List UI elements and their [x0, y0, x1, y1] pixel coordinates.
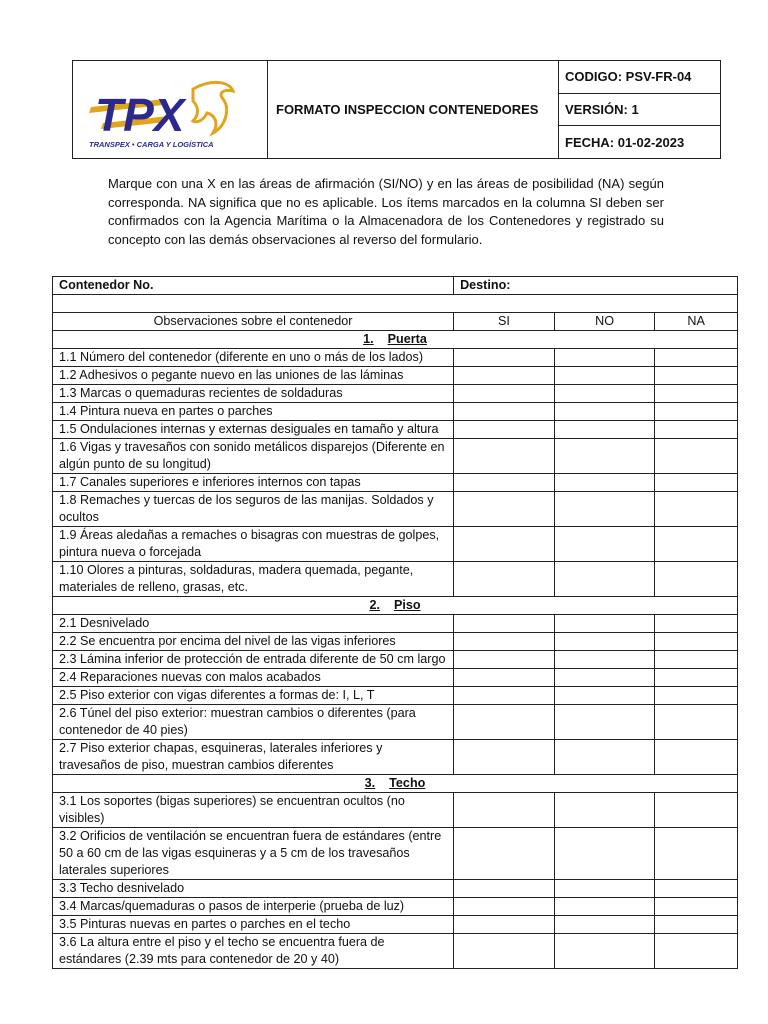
- table-row: [53, 384, 738, 402]
- obs-header: Observaciones sobre el contenedor: [53, 312, 454, 330]
- table-row: [53, 491, 738, 526]
- checkbox-na[interactable]: [655, 739, 738, 774]
- checkbox-si[interactable]: [454, 384, 555, 402]
- contenedor-field[interactable]: Contenedor No.: [53, 277, 454, 295]
- table-row: [53, 402, 738, 420]
- checkbox-si[interactable]: [454, 933, 555, 968]
- checkbox-si[interactable]: [454, 438, 555, 473]
- checkbox-na[interactable]: [655, 526, 738, 561]
- checkbox-na[interactable]: [655, 561, 738, 596]
- col-no-header: NO: [554, 312, 655, 330]
- item-description: 2.3 Lámina inferior de protección de entrada diferente de 50 cm largo: [53, 650, 454, 668]
- table-row: [53, 473, 738, 491]
- document-meta: [559, 61, 720, 158]
- checkbox-na[interactable]: [655, 384, 738, 402]
- checkbox-si[interactable]: [454, 686, 555, 704]
- codigo-field: CODIGO: PSV-FR-04: [559, 61, 720, 94]
- checkbox-si[interactable]: [454, 473, 555, 491]
- table-row: [53, 420, 738, 438]
- checkbox-no[interactable]: [554, 402, 655, 420]
- document-header: [72, 60, 721, 159]
- item-description: 3.2 Orificios de ventilación se encuentran fuera de estándares (entre 50 a 60 cm de las vigas esquineras y a 5 cm de los travesaños laterales superiores: [53, 827, 454, 879]
- checkbox-no[interactable]: [554, 668, 655, 686]
- version-field: VERSIÓN: 1: [559, 94, 720, 127]
- item-description: 3.3 Techo desnivelado: [53, 879, 454, 897]
- checkbox-si[interactable]: [454, 897, 555, 915]
- table-row: [53, 933, 738, 968]
- item-description: 1.10 Olores a pinturas, soldaduras, madera quemada, pegante, materiales de relleno, grasas, etc.: [53, 561, 454, 596]
- checkbox-no[interactable]: [554, 704, 655, 739]
- checkbox-si[interactable]: [454, 402, 555, 420]
- item-description: 2.1 Desnivelado: [53, 614, 454, 632]
- table-row: [53, 792, 738, 827]
- checkbox-si[interactable]: [454, 650, 555, 668]
- checkbox-na[interactable]: [655, 491, 738, 526]
- checkbox-si[interactable]: [454, 614, 555, 632]
- item-description: 1.5 Ondulaciones internas y externas desiguales en tamaño y altura: [53, 420, 454, 438]
- destino-field[interactable]: Destino:: [454, 277, 738, 295]
- checkbox-si[interactable]: [454, 420, 555, 438]
- section-title: [53, 596, 738, 614]
- checkbox-si[interactable]: [454, 827, 555, 879]
- checkbox-na[interactable]: [655, 668, 738, 686]
- item-description: 3.1 Los soportes (bigas superiores) se encuentran ocultos (no visibles): [53, 792, 454, 827]
- table-row: [53, 526, 738, 561]
- checkbox-no[interactable]: [554, 915, 655, 933]
- checkbox-no[interactable]: [554, 632, 655, 650]
- checkbox-no[interactable]: [554, 366, 655, 384]
- item-description: 1.8 Remaches y tuercas de los seguros de las manijas. Soldados y ocultos: [53, 491, 454, 526]
- company-logo: [73, 61, 268, 158]
- table-row: [53, 915, 738, 933]
- checkbox-no[interactable]: [554, 686, 655, 704]
- checkbox-no[interactable]: [554, 879, 655, 897]
- container-info-row: [53, 277, 738, 295]
- checkbox-na[interactable]: [655, 933, 738, 968]
- checkbox-na[interactable]: [655, 366, 738, 384]
- checkbox-no[interactable]: [554, 897, 655, 915]
- checkbox-si[interactable]: [454, 739, 555, 774]
- checkbox-na[interactable]: [655, 879, 738, 897]
- instructions-paragraph: Marque con una X en las áreas de afirmación (SI/NO) y en las áreas de posibilidad (NA) según corresponda. NA significa que no es aplicable. Los ítems marcados en la columna SI deben ser confirmados con la Agencia Marítima o la Almacenadora de los Contenedores y registrado su concepto con las demás observaciones al reverso del formulario.: [108, 176, 664, 247]
- checkbox-si[interactable]: [454, 632, 555, 650]
- table-row: [53, 879, 738, 897]
- section-title: [53, 774, 738, 792]
- section-number: 3.: [364, 775, 376, 790]
- item-description: 1.4 Pintura nueva en partes o parches: [53, 402, 454, 420]
- item-description: 3.5 Pinturas nuevas en partes o parches en el techo: [53, 915, 454, 933]
- checkbox-si[interactable]: [454, 792, 555, 827]
- checkbox-na[interactable]: [655, 473, 738, 491]
- checkbox-na[interactable]: [655, 614, 738, 632]
- checkbox-si[interactable]: [454, 915, 555, 933]
- checkbox-na[interactable]: [655, 650, 738, 668]
- svg-text:TPX: TPX: [95, 89, 185, 141]
- section-title: [53, 330, 738, 348]
- tpx-logo-icon: [73, 61, 267, 160]
- section-number: 2.: [369, 597, 380, 612]
- checkbox-na[interactable]: [655, 704, 738, 739]
- checkbox-na[interactable]: [655, 632, 738, 650]
- checkbox-no[interactable]: [554, 491, 655, 526]
- item-description: 1.2 Adhesivos o pegante nuevo en las uniones de las láminas: [53, 366, 454, 384]
- checkbox-si[interactable]: [454, 879, 555, 897]
- table-row: [53, 668, 738, 686]
- item-description: 2.2 Se encuentra por encima del nivel de las vigas inferiores: [53, 632, 454, 650]
- section-name: Techo: [389, 775, 426, 790]
- table-row: [53, 827, 738, 879]
- item-description: 2.6 Túnel del piso exterior: muestran cambios o diferentes (para contenedor de 40 pies): [53, 704, 454, 739]
- table-row: [53, 438, 738, 473]
- checkbox-si[interactable]: [454, 704, 555, 739]
- column-header-row: [53, 312, 738, 330]
- item-description: 1.3 Marcas o quemaduras recientes de soldaduras: [53, 384, 454, 402]
- item-description: 2.4 Reparaciones nuevas con malos acabados: [53, 668, 454, 686]
- checkbox-na[interactable]: [655, 792, 738, 827]
- checkbox-na[interactable]: [655, 897, 738, 915]
- checkbox-no[interactable]: [554, 650, 655, 668]
- col-na-header: NA: [655, 312, 738, 330]
- checkbox-si[interactable]: [454, 366, 555, 384]
- blank-row: [53, 295, 738, 313]
- checkbox-na[interactable]: [655, 438, 738, 473]
- item-description: 2.5 Piso exterior con vigas diferentes a formas de: I, L, T: [53, 686, 454, 704]
- table-row: [53, 686, 738, 704]
- checkbox-no[interactable]: [554, 933, 655, 968]
- table-row: [53, 704, 738, 739]
- svg-text:TRANSPEX • CARGA Y LOGÍSTICA: TRANSPEX • CARGA Y LOGÍSTICA: [89, 140, 214, 149]
- document-title: FORMATO INSPECCION CONTENEDORES: [268, 61, 559, 158]
- col-si-header: SI: [454, 312, 555, 330]
- checkbox-si[interactable]: [454, 561, 555, 596]
- item-description: 1.1 Número del contenedor (diferente en uno o más de los lados): [53, 348, 454, 366]
- checkbox-no[interactable]: [554, 827, 655, 879]
- checkbox-no[interactable]: [554, 792, 655, 827]
- item-description: 3.4 Marcas/quemaduras o pasos de interperie (prueba de luz): [53, 897, 454, 915]
- checkbox-na[interactable]: [655, 686, 738, 704]
- table-row: [53, 650, 738, 668]
- section-name: Puerta: [387, 331, 427, 346]
- table-row: [53, 366, 738, 384]
- checkbox-na[interactable]: [655, 348, 738, 366]
- checkbox-no[interactable]: [554, 384, 655, 402]
- checkbox-no[interactable]: [554, 739, 655, 774]
- checkbox-no[interactable]: [554, 438, 655, 473]
- item-description: 1.9 Áreas aledañas a remaches o bisagras con muestras de golpes, pintura nueva o forcejada: [53, 526, 454, 561]
- checkbox-na[interactable]: [655, 420, 738, 438]
- checkbox-no[interactable]: [554, 614, 655, 632]
- table-row: [53, 348, 738, 366]
- checkbox-si[interactable]: [454, 348, 555, 366]
- item-description: 1.6 Vigas y travesaños con sonido metálicos disparejos (Diferente en algún punto de su longitud): [53, 438, 454, 473]
- fecha-field: FECHA: 01-02-2023: [565, 134, 685, 150]
- checkbox-no[interactable]: [554, 561, 655, 596]
- table-row: [53, 897, 738, 915]
- section-name: Piso: [393, 597, 421, 612]
- checkbox-no[interactable]: [554, 348, 655, 366]
- item-description: 2.7 Piso exterior chapas, esquineras, laterales inferiores y travesaños de piso, muestran cambios diferentes: [53, 739, 454, 774]
- checkbox-si[interactable]: [454, 491, 555, 526]
- checkbox-na[interactable]: [655, 915, 738, 933]
- inspection-table: [52, 276, 738, 969]
- checkbox-si[interactable]: [454, 526, 555, 561]
- checkbox-no[interactable]: [554, 420, 655, 438]
- table-row: [53, 561, 738, 596]
- item-description: 3.6 La altura entre el piso y el techo se encuentra fuera de estándares (2.39 mts para contenedor de 20 y 40): [53, 933, 454, 968]
- checkbox-no[interactable]: [554, 473, 655, 491]
- checkbox-no[interactable]: [554, 526, 655, 561]
- checkbox-na[interactable]: [655, 402, 738, 420]
- checkbox-na[interactable]: [655, 827, 738, 879]
- checkbox-si[interactable]: [454, 668, 555, 686]
- item-description: 1.7 Canales superiores e inferiores internos con tapas: [53, 473, 454, 491]
- table-row: [53, 632, 738, 650]
- table-row: [53, 739, 738, 774]
- table-row: [53, 614, 738, 632]
- section-header-row: [53, 596, 738, 614]
- section-header-row: [53, 774, 738, 792]
- section-header-row: [53, 330, 738, 348]
- section-number: 1.: [363, 331, 374, 346]
